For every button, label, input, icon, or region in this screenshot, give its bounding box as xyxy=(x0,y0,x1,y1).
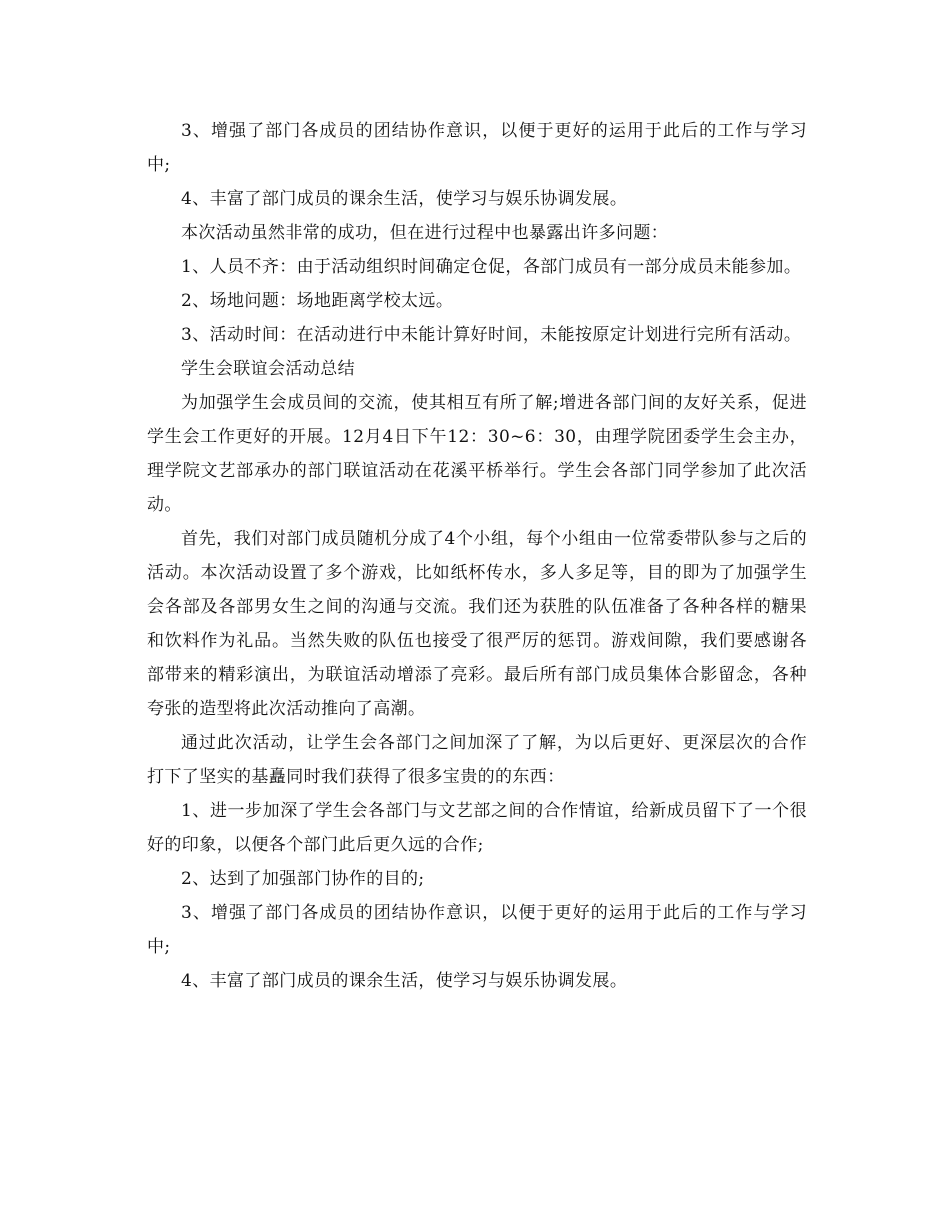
paragraph: 本次活动虽然非常的成功，但在进行过程中也暴露出许多问题： xyxy=(181,223,669,243)
section-heading: 学生会联谊会活动总结 xyxy=(181,359,355,379)
paragraph: 为加强学生会成员间的交流，使其相互有所了解;增进各部门间的友好关系，促进学生会工作更好的开展。12月4日下午12：30~6：30，由理学院团委学生会主办，理学院文艺部承办的部门联谊活动在花溪平桥举行。学生会各部门同学参加了此次活动。 xyxy=(147,393,807,515)
paragraph: 2、场地问题：场地距离学校太远。 xyxy=(181,291,454,311)
paragraph: 3、增强了部门各成员的团结协作意识，以便于更好的运用于此后的工作与学习中; xyxy=(147,903,807,957)
document-body xyxy=(147,114,807,998)
paragraph: 首先，我们对部门成员随机分成了4个小组，每个小组由一位常委带队参与之后的活动。本次活动设置了多个游戏，比如纸杯传水，多人多足等，目的即为了加强学生会各部及各部男女生之间的沟通与交流。我们还为获胜的队伍准备了各种各样的糖果和饮料作为礼品。当然失败的队伍也接受了很严厉的惩罚。游戏间隙，我们要感谢各部带来的精彩演出，为联谊活动增添了亮彩。最后所有部门成员集体合影留念，各种夸张的造型将此次活动推向了高潮。 xyxy=(147,529,807,719)
paragraph: 4、丰富了部门成员的课余生活，使学习与娱乐协调发展。 xyxy=(181,189,628,209)
paragraph: 3、增强了部门各成员的团结协作意识，以便于更好的运用于此后的工作与学习中; xyxy=(147,121,807,175)
paragraph: 通过此次活动，让学生会各部门之间加深了了解，为以后更好、更深层次的合作打下了坚实的基矗同时我们获得了很多宝贵的的东西： xyxy=(147,733,807,787)
paragraph: 2、达到了加强部门协作的目的; xyxy=(181,869,425,889)
paragraph: 3、活动时间：在活动进行中未能计算好时间，未能按原定计划进行完所有活动。 xyxy=(181,325,802,345)
paragraph: 4、丰富了部门成员的课余生活，使学习与娱乐协调发展。 xyxy=(181,971,628,991)
paragraph: 1、进一步加深了学生会各部门与文艺部之间的合作情谊，给新成员留下了一个很好的印象，以便各个部门此后更久远的合作; xyxy=(147,801,807,855)
paragraph: 1、人员不齐：由于活动组织时间确定仓促，各部门成员有一部分成员未能参加。 xyxy=(181,257,802,277)
